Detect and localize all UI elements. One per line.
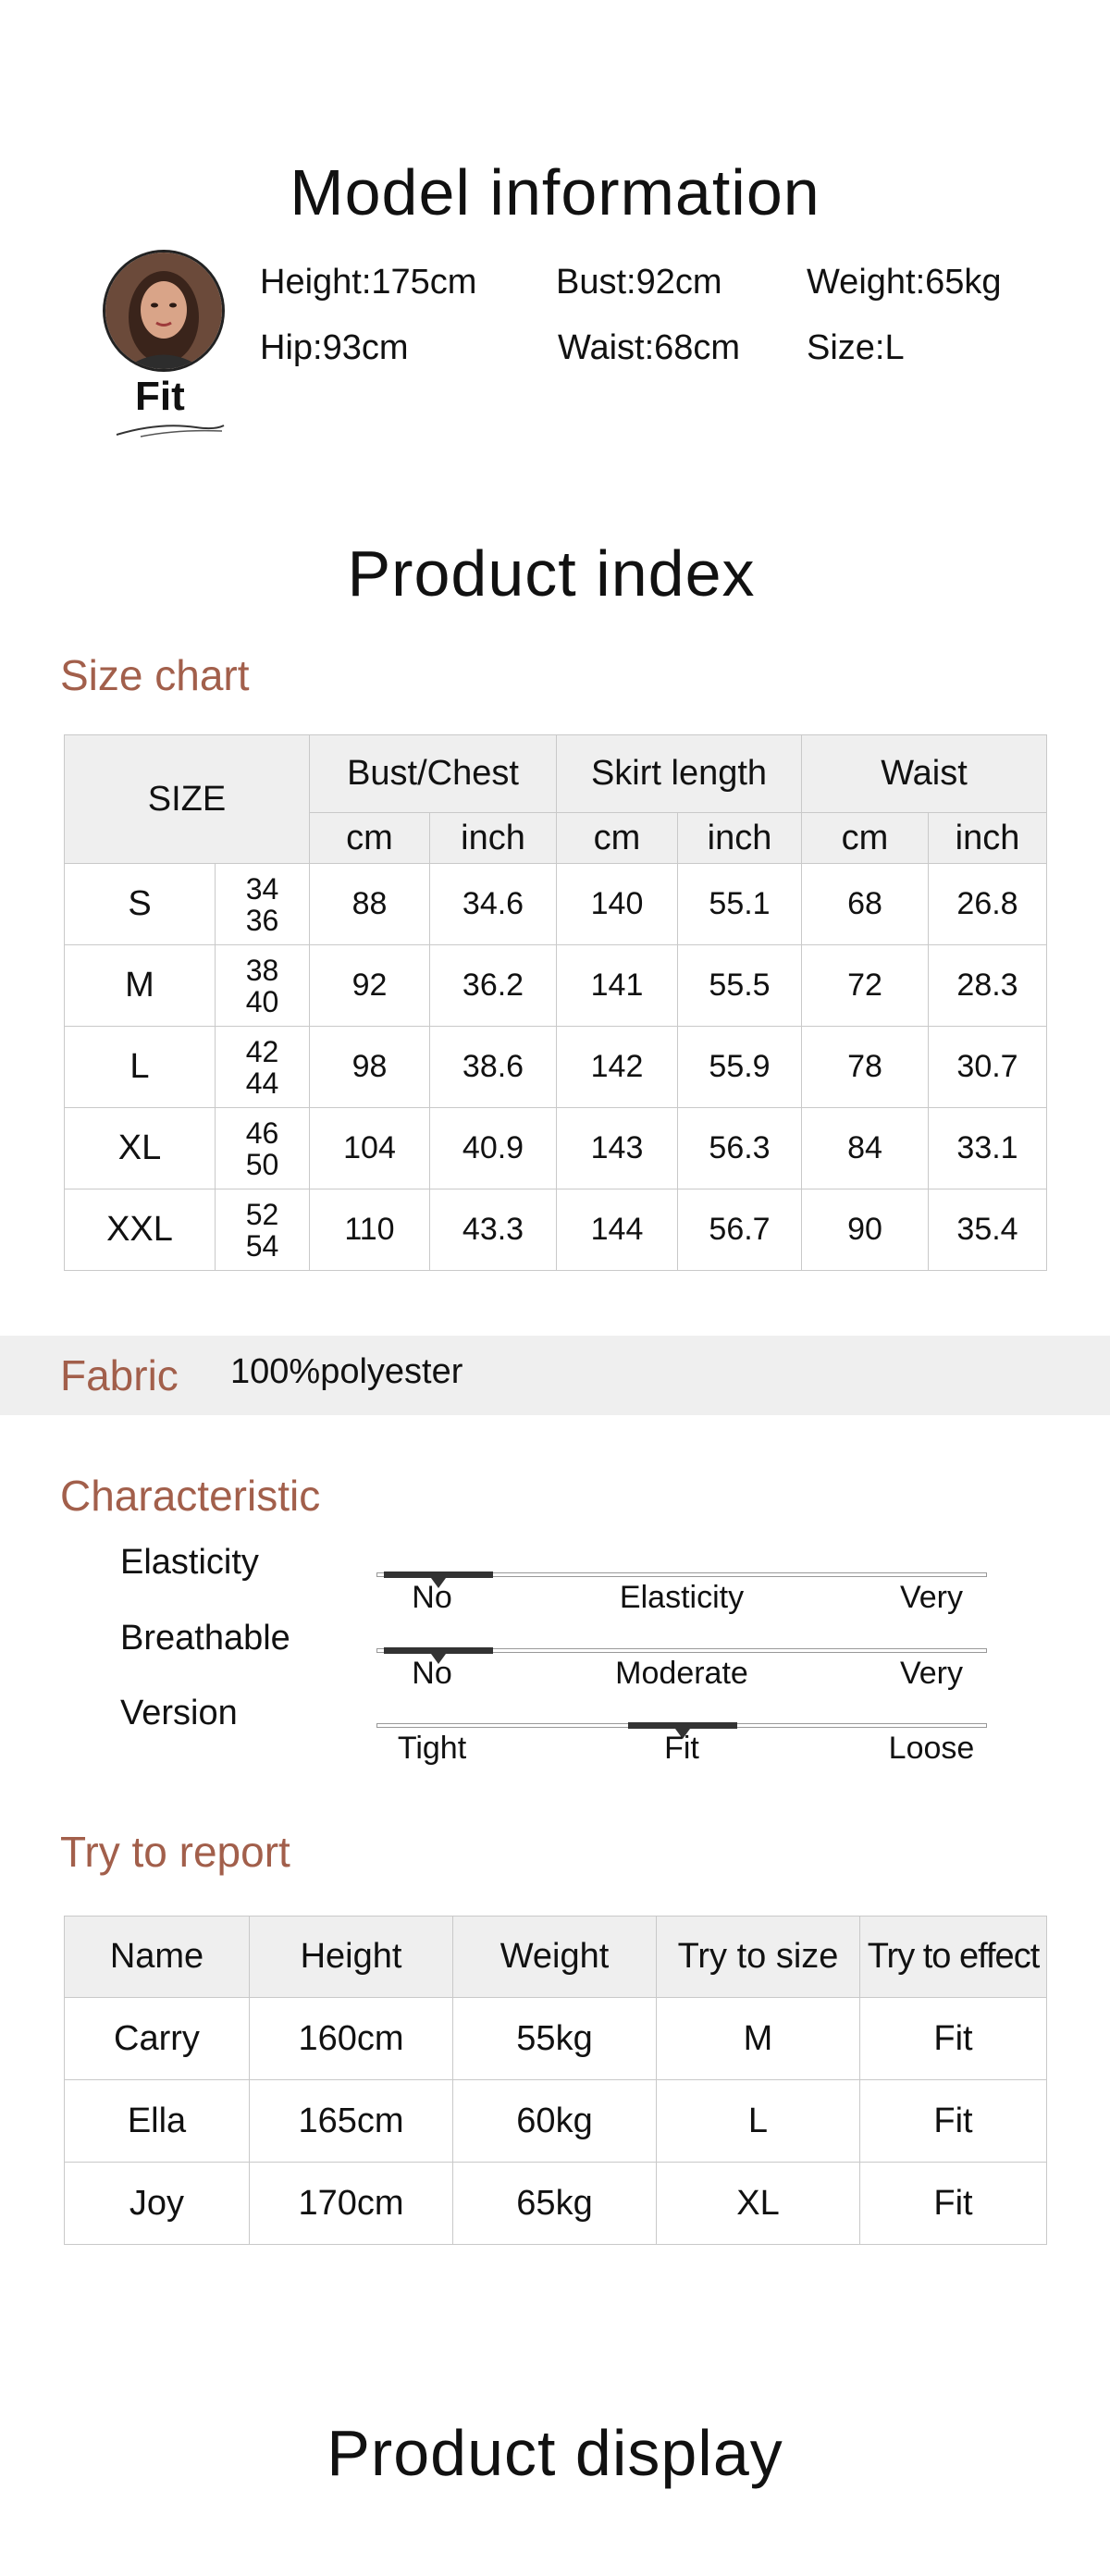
characteristic-track: [376, 1648, 987, 1653]
measurement-cell: 38.6: [430, 1027, 557, 1108]
product-index-title: Product index: [347, 537, 756, 610]
measurement-cell: 35.4: [929, 1189, 1047, 1271]
try-report-table: [64, 1916, 1047, 2245]
unit-header: inch: [430, 813, 557, 864]
measurement-cell: 90: [802, 1189, 929, 1271]
report-row: [65, 2163, 1047, 2245]
eu-size-b: 40: [245, 984, 279, 1018]
characteristic-label: Version: [120, 1694, 238, 1732]
model-hip: Hip:93cm: [260, 328, 409, 367]
measurement-cell: 40.9: [430, 1108, 557, 1189]
try-report-heading: Try to report: [60, 1828, 290, 1876]
report-cell: Ella: [65, 2080, 250, 2163]
characteristic-level-fill: [384, 1571, 493, 1578]
eu-size-cell: [216, 864, 310, 945]
size-row: [65, 1027, 1047, 1108]
characteristic-level-fill: [628, 1722, 737, 1729]
measurement-cell: 144: [557, 1189, 678, 1271]
characteristic-heading: Characteristic: [60, 1472, 321, 1520]
model-avatar: [103, 250, 225, 372]
report-column-header: Try to effect: [860, 1917, 1047, 1998]
report-cell: Fit: [860, 1998, 1047, 2080]
measurement-cell: 43.3: [430, 1189, 557, 1271]
eu-size-a: 42: [245, 1034, 279, 1068]
measurement-cell: 30.7: [929, 1027, 1047, 1108]
report-cell: M: [657, 1998, 860, 2080]
characteristic-tick-label: No: [412, 1656, 452, 1691]
size-row: [65, 1189, 1047, 1271]
measurement-cell: 72: [802, 945, 929, 1027]
model-size: Size:L: [807, 328, 905, 367]
report-cell: 160cm: [250, 1998, 453, 2080]
unit-header: inch: [929, 813, 1047, 864]
characteristic-track: [376, 1572, 987, 1577]
group-header-bust: Bust/Chest: [310, 735, 557, 813]
report-cell: 60kg: [453, 2080, 657, 2163]
measurement-cell: 110: [310, 1189, 430, 1271]
measurement-cell: 55.9: [678, 1027, 802, 1108]
group-header-skirt-length: Skirt length: [557, 735, 802, 813]
size-chart-heading: Size chart: [60, 651, 250, 699]
model-waist: Waist:68cm: [558, 328, 741, 367]
report-cell: 170cm: [250, 2163, 453, 2245]
size-label: L: [65, 1027, 216, 1108]
measurement-cell: 55.1: [678, 864, 802, 945]
model-information-title: Model information: [290, 156, 820, 228]
report-cell: L: [657, 2080, 860, 2163]
report-cell: 65kg: [453, 2163, 657, 2245]
measurement-cell: 104: [310, 1108, 430, 1189]
eu-size-b: 54: [245, 1228, 279, 1263]
measurement-cell: 140: [557, 864, 678, 945]
eu-size-b: 44: [245, 1066, 279, 1100]
model-weight: Weight:65kg: [807, 263, 1002, 302]
report-row: [65, 2080, 1047, 2163]
measurement-cell: 98: [310, 1027, 430, 1108]
size-label: XXL: [65, 1189, 216, 1271]
unit-header: cm: [310, 813, 430, 864]
measurement-cell: 143: [557, 1108, 678, 1189]
eu-size-a: 34: [245, 871, 279, 906]
unit-header: inch: [678, 813, 802, 864]
fit-logo: Fit: [135, 374, 185, 419]
measurement-cell: 36.2: [430, 945, 557, 1027]
measurement-cell: 28.3: [929, 945, 1047, 1027]
report-cell: 165cm: [250, 2080, 453, 2163]
size-label: XL: [65, 1108, 216, 1189]
fabric-value: 100%polyester: [230, 1352, 463, 1391]
size-label: M: [65, 945, 216, 1027]
size-row: [65, 945, 1047, 1027]
measurement-cell: 141: [557, 945, 678, 1027]
characteristic-tick-label: Elasticity: [619, 1580, 745, 1615]
size-row: [65, 1108, 1047, 1189]
measurement-cell: 56.3: [678, 1108, 802, 1189]
eu-size-b: 50: [245, 1147, 279, 1181]
eu-size-a: 46: [245, 1115, 279, 1150]
unit-header: cm: [802, 813, 929, 864]
report-cell: Joy: [65, 2163, 250, 2245]
eu-size-cell: [216, 945, 310, 1027]
measurement-cell: 142: [557, 1027, 678, 1108]
measurement-cell: 34.6: [430, 864, 557, 945]
eu-size-cell: [216, 1189, 310, 1271]
measurement-cell: 88: [310, 864, 430, 945]
characteristic-track: [376, 1723, 987, 1728]
characteristic-level-fill: [384, 1647, 493, 1654]
characteristic-tick-label: Loose: [888, 1731, 975, 1766]
characteristic-label: Elasticity: [120, 1543, 259, 1582]
group-header-waist: Waist: [802, 735, 1047, 813]
size-chart-table: [64, 734, 1047, 1271]
characteristic-tick-label: Tight: [397, 1731, 467, 1766]
model-height: Height:175cm: [260, 263, 477, 302]
characteristic-label: Breathable: [120, 1619, 290, 1658]
report-column-header: Name: [65, 1917, 250, 1998]
eu-size-cell: [216, 1108, 310, 1189]
report-column-header: Weight: [453, 1917, 657, 1998]
measurement-cell: 33.1: [929, 1108, 1047, 1189]
unit-header: cm: [557, 813, 678, 864]
measurement-cell: 78: [802, 1027, 929, 1108]
measurement-cell: 84: [802, 1108, 929, 1189]
report-column-header: Try to size: [657, 1917, 860, 1998]
fabric-label: Fabric: [60, 1351, 179, 1399]
fit-logo-swoosh: [113, 418, 229, 440]
report-cell: Fit: [860, 2163, 1047, 2245]
characteristic-tick-label: Moderate: [615, 1656, 748, 1691]
measurement-cell: 26.8: [929, 864, 1047, 945]
measurement-cell: 55.5: [678, 945, 802, 1027]
report-cell: Carry: [65, 1998, 250, 2080]
size-label: S: [65, 864, 216, 945]
measurement-cell: 92: [310, 945, 430, 1027]
eu-size-b: 36: [245, 903, 279, 937]
report-cell: Fit: [860, 2080, 1047, 2163]
measurement-cell: 56.7: [678, 1189, 802, 1271]
characteristic-tick-label: Fit: [664, 1731, 699, 1766]
product-display-title: Product display: [327, 2417, 783, 2489]
eu-size-a: 52: [245, 1197, 279, 1231]
report-column-header: Height: [250, 1917, 453, 1998]
measurement-cell: 68: [802, 864, 929, 945]
eu-size-a: 38: [245, 953, 279, 987]
eu-size-cell: [216, 1027, 310, 1108]
report-row: [65, 1998, 1047, 2080]
characteristic-tick-label: No: [412, 1580, 452, 1615]
model-bust: Bust:92cm: [556, 263, 722, 302]
size-row: [65, 864, 1047, 945]
report-cell: 55kg: [453, 1998, 657, 2080]
characteristic-tick-label: Very: [899, 1656, 964, 1691]
characteristic-tick-label: Very: [899, 1580, 964, 1615]
size-header: SIZE: [65, 735, 310, 864]
report-cell: XL: [657, 2163, 860, 2245]
